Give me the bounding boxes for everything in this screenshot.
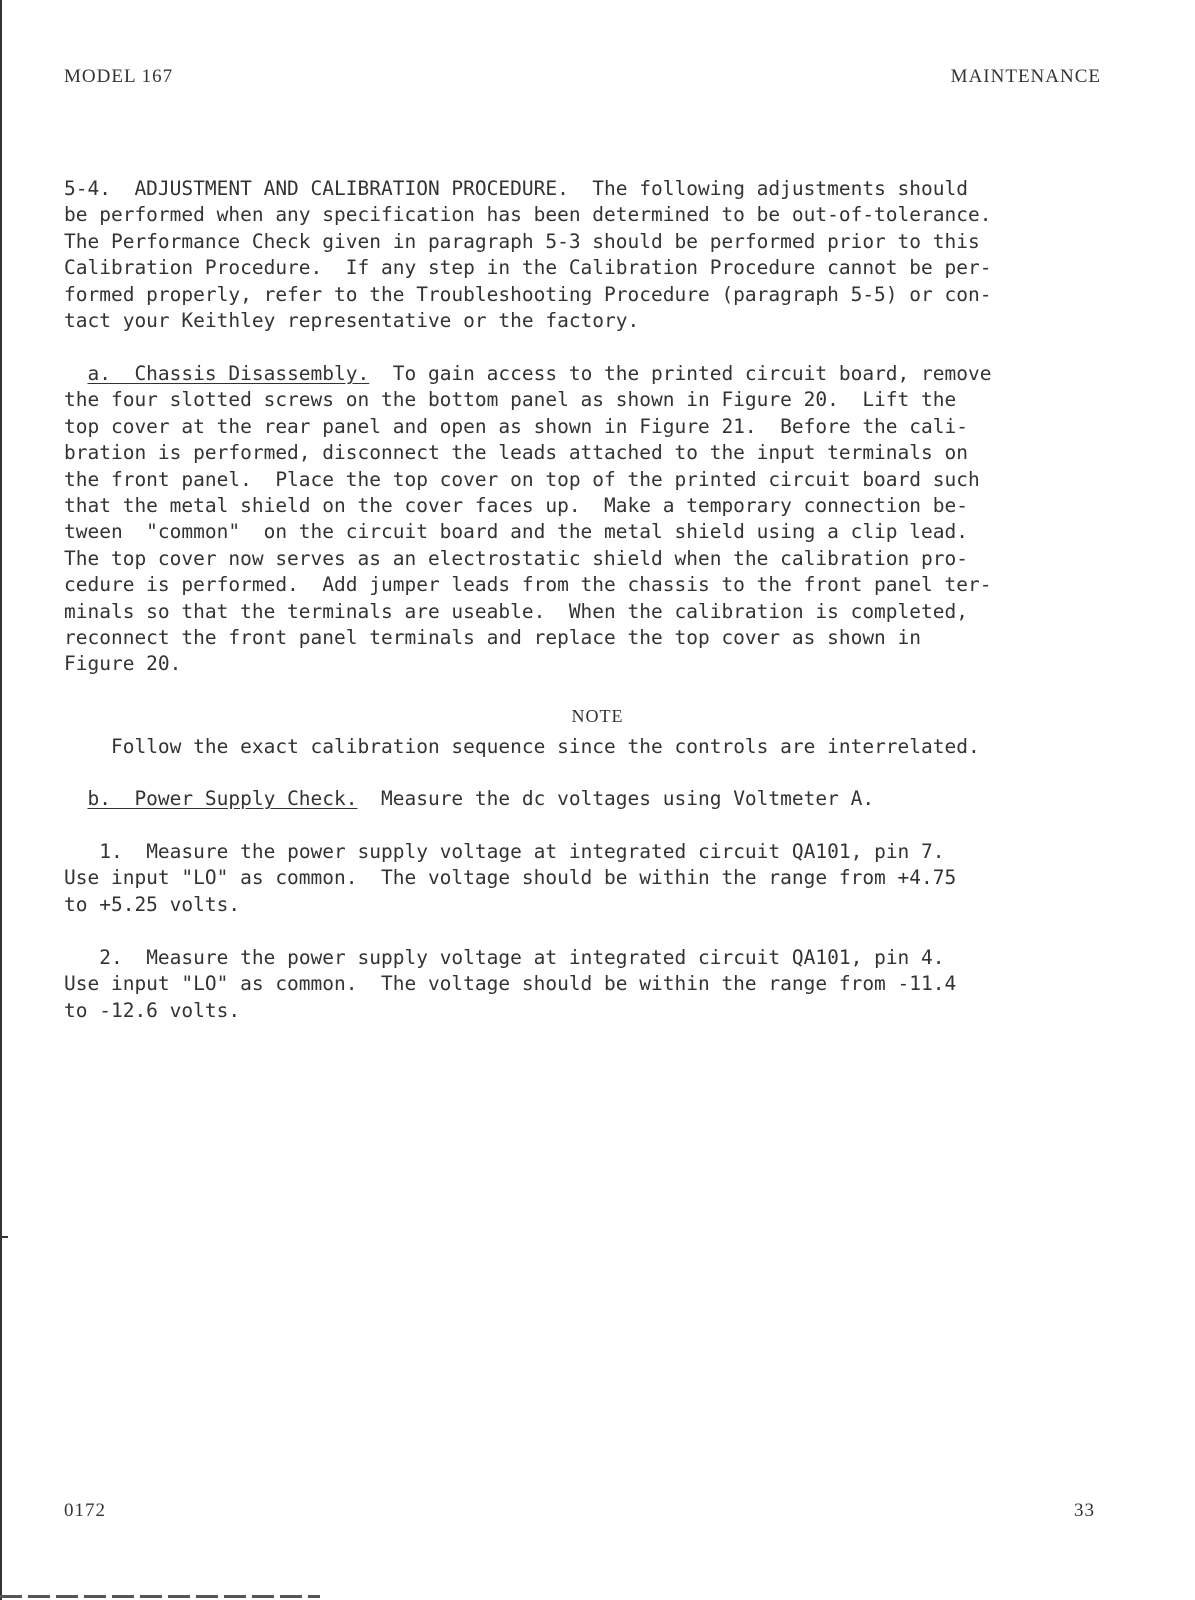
chassis-line: the four slotted screws on the bottom panel as shown in Figure 20. Lift the xyxy=(64,388,957,412)
page-left-edge xyxy=(0,0,2,1600)
chassis-paragraph xyxy=(64,361,1134,678)
header-section: MAINTENANCE xyxy=(950,66,1101,87)
power-paragraph xyxy=(64,786,1134,812)
section-line: Calibration Procedure. If any step in the Calibration Procedure cannot be per- xyxy=(64,256,992,280)
section-paragraph xyxy=(64,176,1134,334)
chassis-line: bration is performed, disconnect the leads attached to the input terminals on xyxy=(64,441,968,465)
chassis-line: Figure 20. xyxy=(64,652,182,676)
step-line: 2. Measure the power supply voltage at integrated circuit QA101, pin 4. xyxy=(99,946,945,969)
step-2-paragraph xyxy=(64,945,1134,1024)
step-1-paragraph xyxy=(64,839,1134,918)
step-line: to -12.6 volts. xyxy=(64,998,241,1022)
chassis-line: To gain access to the printed circuit board, remove xyxy=(369,362,992,385)
section-line: The following adjustments should xyxy=(568,177,968,200)
chassis-line: minals so that the terminals are useable. When the calibration is completed, xyxy=(64,599,968,623)
chassis-heading: a. Chassis Disassembly. xyxy=(87,362,370,385)
chassis-line: the front panel. Place the top cover on top of the printed circuit board such xyxy=(64,467,980,491)
chassis-line: that the metal shield on the cover faces up. Make a temporary connection be- xyxy=(64,494,968,518)
note-paragraph xyxy=(64,734,1134,760)
chassis-line: tween "common" on the circuit board and the metal shield using a clip lead. xyxy=(64,520,968,544)
edge-tick-mark xyxy=(0,1236,8,1238)
note-text: Follow the exact calibration sequence since the controls are interrelated. xyxy=(110,735,980,758)
section-line: formed properly, refer to the Troubleshooting Procedure (paragraph 5-5) or con- xyxy=(64,282,992,306)
step-line: to +5.25 volts. xyxy=(64,892,241,916)
chassis-line: cedure is performed. Add jumper leads from the chassis to the front panel ter- xyxy=(64,573,992,597)
section-line: The Performance Check given in paragraph 5-3 should be performed prior to this xyxy=(64,229,980,253)
power-heading: b. Power Supply Check. xyxy=(87,787,358,810)
footer-document-code: 0172 xyxy=(64,1500,106,1521)
chassis-line: top cover at the rear panel and open as shown in Figure 21. Before the cali- xyxy=(64,414,968,438)
step-line: Use input "LO" as common. The voltage should be within the range from +4.75 xyxy=(64,866,957,890)
section-heading: 5-4. ADJUSTMENT AND CALIBRATION PROCEDURE. xyxy=(64,177,569,200)
chassis-line: reconnect the front panel terminals and replace the top cover as shown in xyxy=(64,626,922,650)
header-model: MODEL 167 xyxy=(64,66,174,87)
step-line: Use input "LO" as common. The voltage should be within the range from -11.4 xyxy=(64,972,957,996)
bottom-scan-strip xyxy=(0,1595,320,1598)
page-number: 33 xyxy=(1074,1500,1095,1521)
section-line: tact your Keithley representative or the factory. xyxy=(64,309,640,333)
power-line: Measure the dc voltages using Voltmeter A. xyxy=(357,787,875,810)
note-title: NOTE xyxy=(571,706,624,726)
chassis-line: The top cover now serves as an electrostatic shield when the calibration pro- xyxy=(64,546,968,570)
section-line: be performed when any specification has been determined to be out-of-tolerance. xyxy=(64,203,992,227)
step-line: 1. Measure the power supply voltage at integrated circuit QA101, pin 7. xyxy=(99,840,945,863)
